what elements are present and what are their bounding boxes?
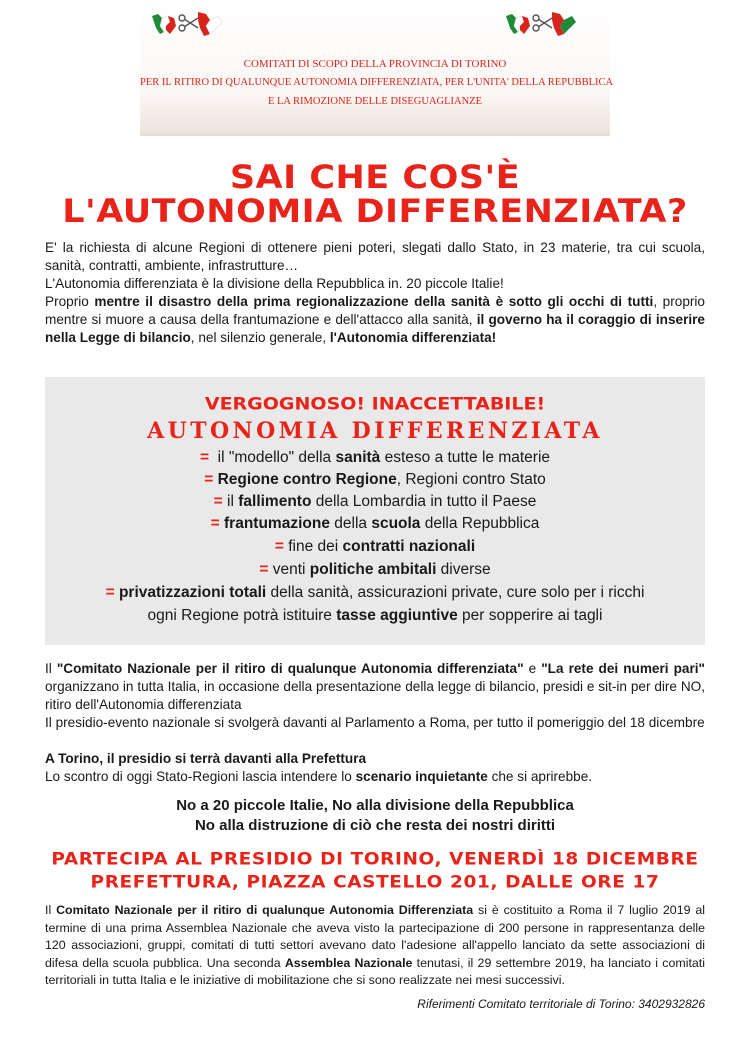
header-divider — [140, 133, 610, 136]
slogan-line-2: No alla distruzione di ciò che resta dei nostri diritti — [194, 817, 556, 834]
intro-definition: L'Autonomia differenziata è la divisione della Repubblica in. 20 piccole Italie! — [45, 276, 504, 291]
national-event-paragraph: Il presidio-evento nazionale si svolgerà davanti al Parlamento a Roma, per tutto il pomeriggio del 18 dicembre — [45, 715, 705, 730]
list-item: ogni Regione potrà istituire tasse aggiuntive per sopperire ai tagli — [147, 607, 603, 624]
box-heading-outrage: VERGOGNOSO! INACCETTABILE! — [204, 394, 546, 414]
list-item: = fine dei contratti nazionali — [274, 538, 476, 555]
list-item: = frantumazione della scuola della Repubblica — [210, 515, 540, 532]
list-item: = il "modello" della sanità esteso a tutte le materie — [199, 449, 551, 466]
committee-history-paragraph: Il Comitato Nazionale per il ritiro di qualunque Autonomia Differenziata si è costituito a Roma il 7 luglio 2019 al termine di una prima Assemblea Nazionale che aveva visto la partecipazione di 200 persone in rappresentanza delle 120 associazioni, gruppi, comitati di tutti settori avevano dato l'adesione all'appello lanciato da sette associazioni di difesa della scuola pubblica. Una seconda Assemblea Nazionale tenutasi, il 29 settembre 2019, ha lanciato i comitati territoriali in tutta Italia e le iniziative di mobilitazione che si sono realizzate nei mesi successivi. — [45, 903, 705, 988]
list-item: = Regione contro Regione, Regioni contro Stato — [204, 471, 546, 488]
main-title-line-2: L'AUTONOMIA DIFFERENZIATA? — [62, 193, 688, 231]
intro-denunciation: Proprio mentre il disastro della prima regionalizzazione della sanità è sotto gli occhi di tutti, proprio mentre si muore a causa della frantumazione e dell'attacco alla sanità, il governo ha il coraggio di inserire nella Legge di bilancio, nel silenzio generale, l'Autonomia differenziata! — [45, 294, 705, 345]
list-item: = venti politiche ambitali diverse — [259, 561, 491, 578]
header-organization: COMITATI DI SCOPO DELLA PROVINCIA DI TORINO — [243, 58, 507, 70]
call-to-action-place: PREFETTURA, PIAZZA CASTELLO 201, DALLE ORE 17 — [90, 873, 660, 892]
slogan-line-1: No a 20 piccole Italie, No alla divisione della Repubblica — [176, 797, 574, 814]
header-purpose-continued: E LA RIMOZIONE DELLE DISEGUAGLIANZE — [267, 96, 483, 107]
intro-paragraph: E' la richiesta di alcune Regioni di ottenere pieni poteri, slegati dallo Stato, in 23 materie, tra cui scuola, sanità, contratti, ambiente, infrastrutture… — [45, 240, 705, 273]
main-title-line-1: SAI CHE COS'È — [229, 159, 521, 197]
scenario-paragraph: Lo scontro di oggi Stato-Regioni lascia intendere lo scenario inquietante che si aprirebbe. — [45, 769, 593, 784]
box-heading-topic: AUTONOMIA DIFFERENZIATA — [147, 418, 603, 444]
italy-scissors-logo-icon — [148, 6, 226, 40]
contact-reference: Riferimenti Comitato territoriale di Torino: 3402932826 — [417, 997, 705, 1011]
header-purpose: PER IL RITIRO DI QUALUNQUE AUTONOMIA DIFFERENZIATA, PER L'UNITA' DELLA REPUBBLICA — [140, 77, 614, 88]
call-to-action-date: PARTECIPA AL PRESIDIO DI TORINO, VENERDÌ 18 DICEMBRE — [51, 850, 699, 869]
italy-scissors-logo-icon — [502, 6, 580, 40]
list-item: = il fallimento della Lombardia in tutto il Paese — [213, 493, 537, 510]
turin-location-paragraph: A Torino, il presidio si terrà davanti alla Prefettura — [45, 751, 367, 766]
organizers-paragraph: Il "Comitato Nazionale per il ritiro di qualunque Autonomia differenziata" e "La rete dei numeri pari" organizzano in tutta Italia, in occasione della presentazione della legge di bilancio, presidi e sit-in per dire NO, ritiro dell'Autonomia differenziata — [45, 661, 705, 712]
list-item: = privatizzazioni totali della sanità, assicurazioni private, cure solo per i ricchi — [105, 584, 645, 601]
